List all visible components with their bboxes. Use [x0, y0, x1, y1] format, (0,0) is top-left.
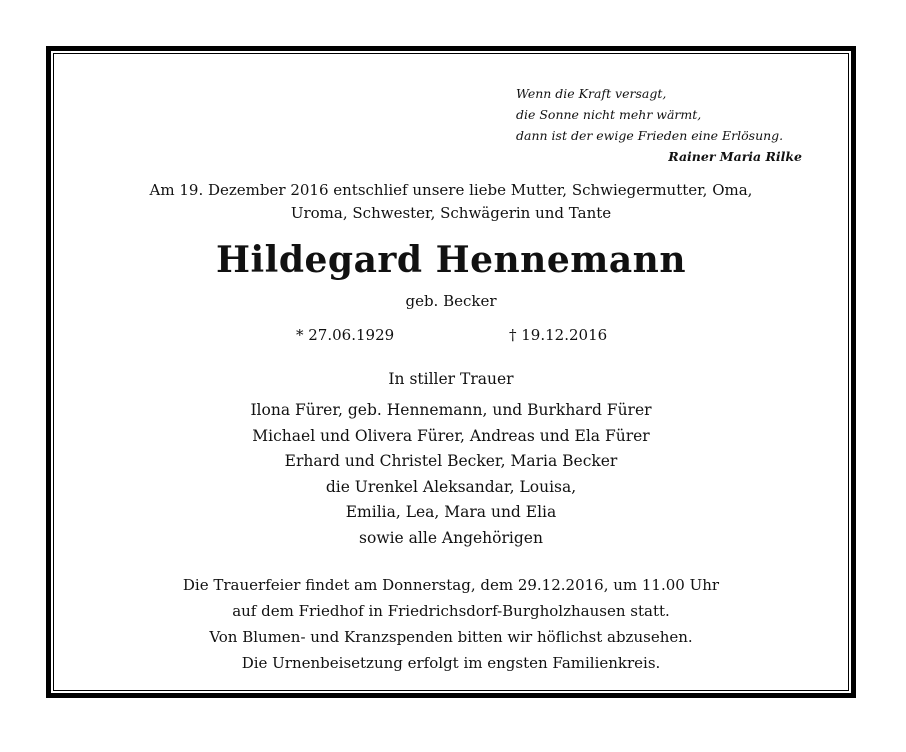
family-line: sowie alle Angehörigen [359, 528, 543, 547]
family-line: die Urenkel Aleksandar, Louisa, [325, 477, 577, 496]
intro-line: Am 19. Dezember 2016 entschlief unsere liebe Mutter, Schwiegermutter, Oma, [149, 181, 753, 199]
poem-line: dann ist der ewige Frieden eine Erlösung. [516, 128, 784, 143]
closing-line: Die Urnenbeisetzung erfolgt im engsten Familienkreis. [241, 654, 661, 672]
family-line: Michael und Olivera Fürer, Andreas und Ela Fürer [252, 426, 650, 445]
poem-quote [516, 83, 846, 167]
notice-border [53, 53, 849, 691]
notice-frame [46, 46, 856, 698]
poem-line: Wenn die Kraft versagt, [516, 86, 667, 101]
poem-author: Rainer Maria Rilke [668, 149, 802, 164]
closing-text [54, 572, 848, 676]
closing-line: Von Blumen- und Kranzspenden bitten wir höflichst abzusehen. [209, 628, 693, 646]
poem-line: die Sonne nicht mehr wärmt, [516, 107, 702, 122]
family-list [54, 398, 848, 551]
birth-date: * 27.06.1929 [296, 326, 395, 344]
maiden-name: geb. Becker [405, 292, 497, 310]
notice-inner-frame [51, 51, 851, 693]
closing-line: Die Trauerfeier findet am Donnerstag, dem 29.12.2016, um 11.00 Uhr [182, 576, 720, 594]
family-line: Erhard und Christel Becker, Maria Becker [284, 452, 618, 470]
death-date: † 19.12.2016 [509, 326, 608, 344]
intro-line: Uroma, Schwester, Schwägerin und Tante [290, 204, 612, 222]
intro-text [54, 179, 848, 225]
deceased-name: Hildegard Hennemann [215, 239, 687, 281]
closing-line: auf dem Friedhof in Friedrichsdorf-Burgholzhausen statt. [232, 602, 670, 620]
family-line: Ilona Fürer, geb. Hennemann, und Burkhard Fürer [250, 401, 652, 419]
mourning-heading: In stiller Trauer [388, 370, 514, 388]
family-line: Emilia, Lea, Mara und Elia [345, 503, 557, 521]
notice-content [54, 54, 848, 690]
